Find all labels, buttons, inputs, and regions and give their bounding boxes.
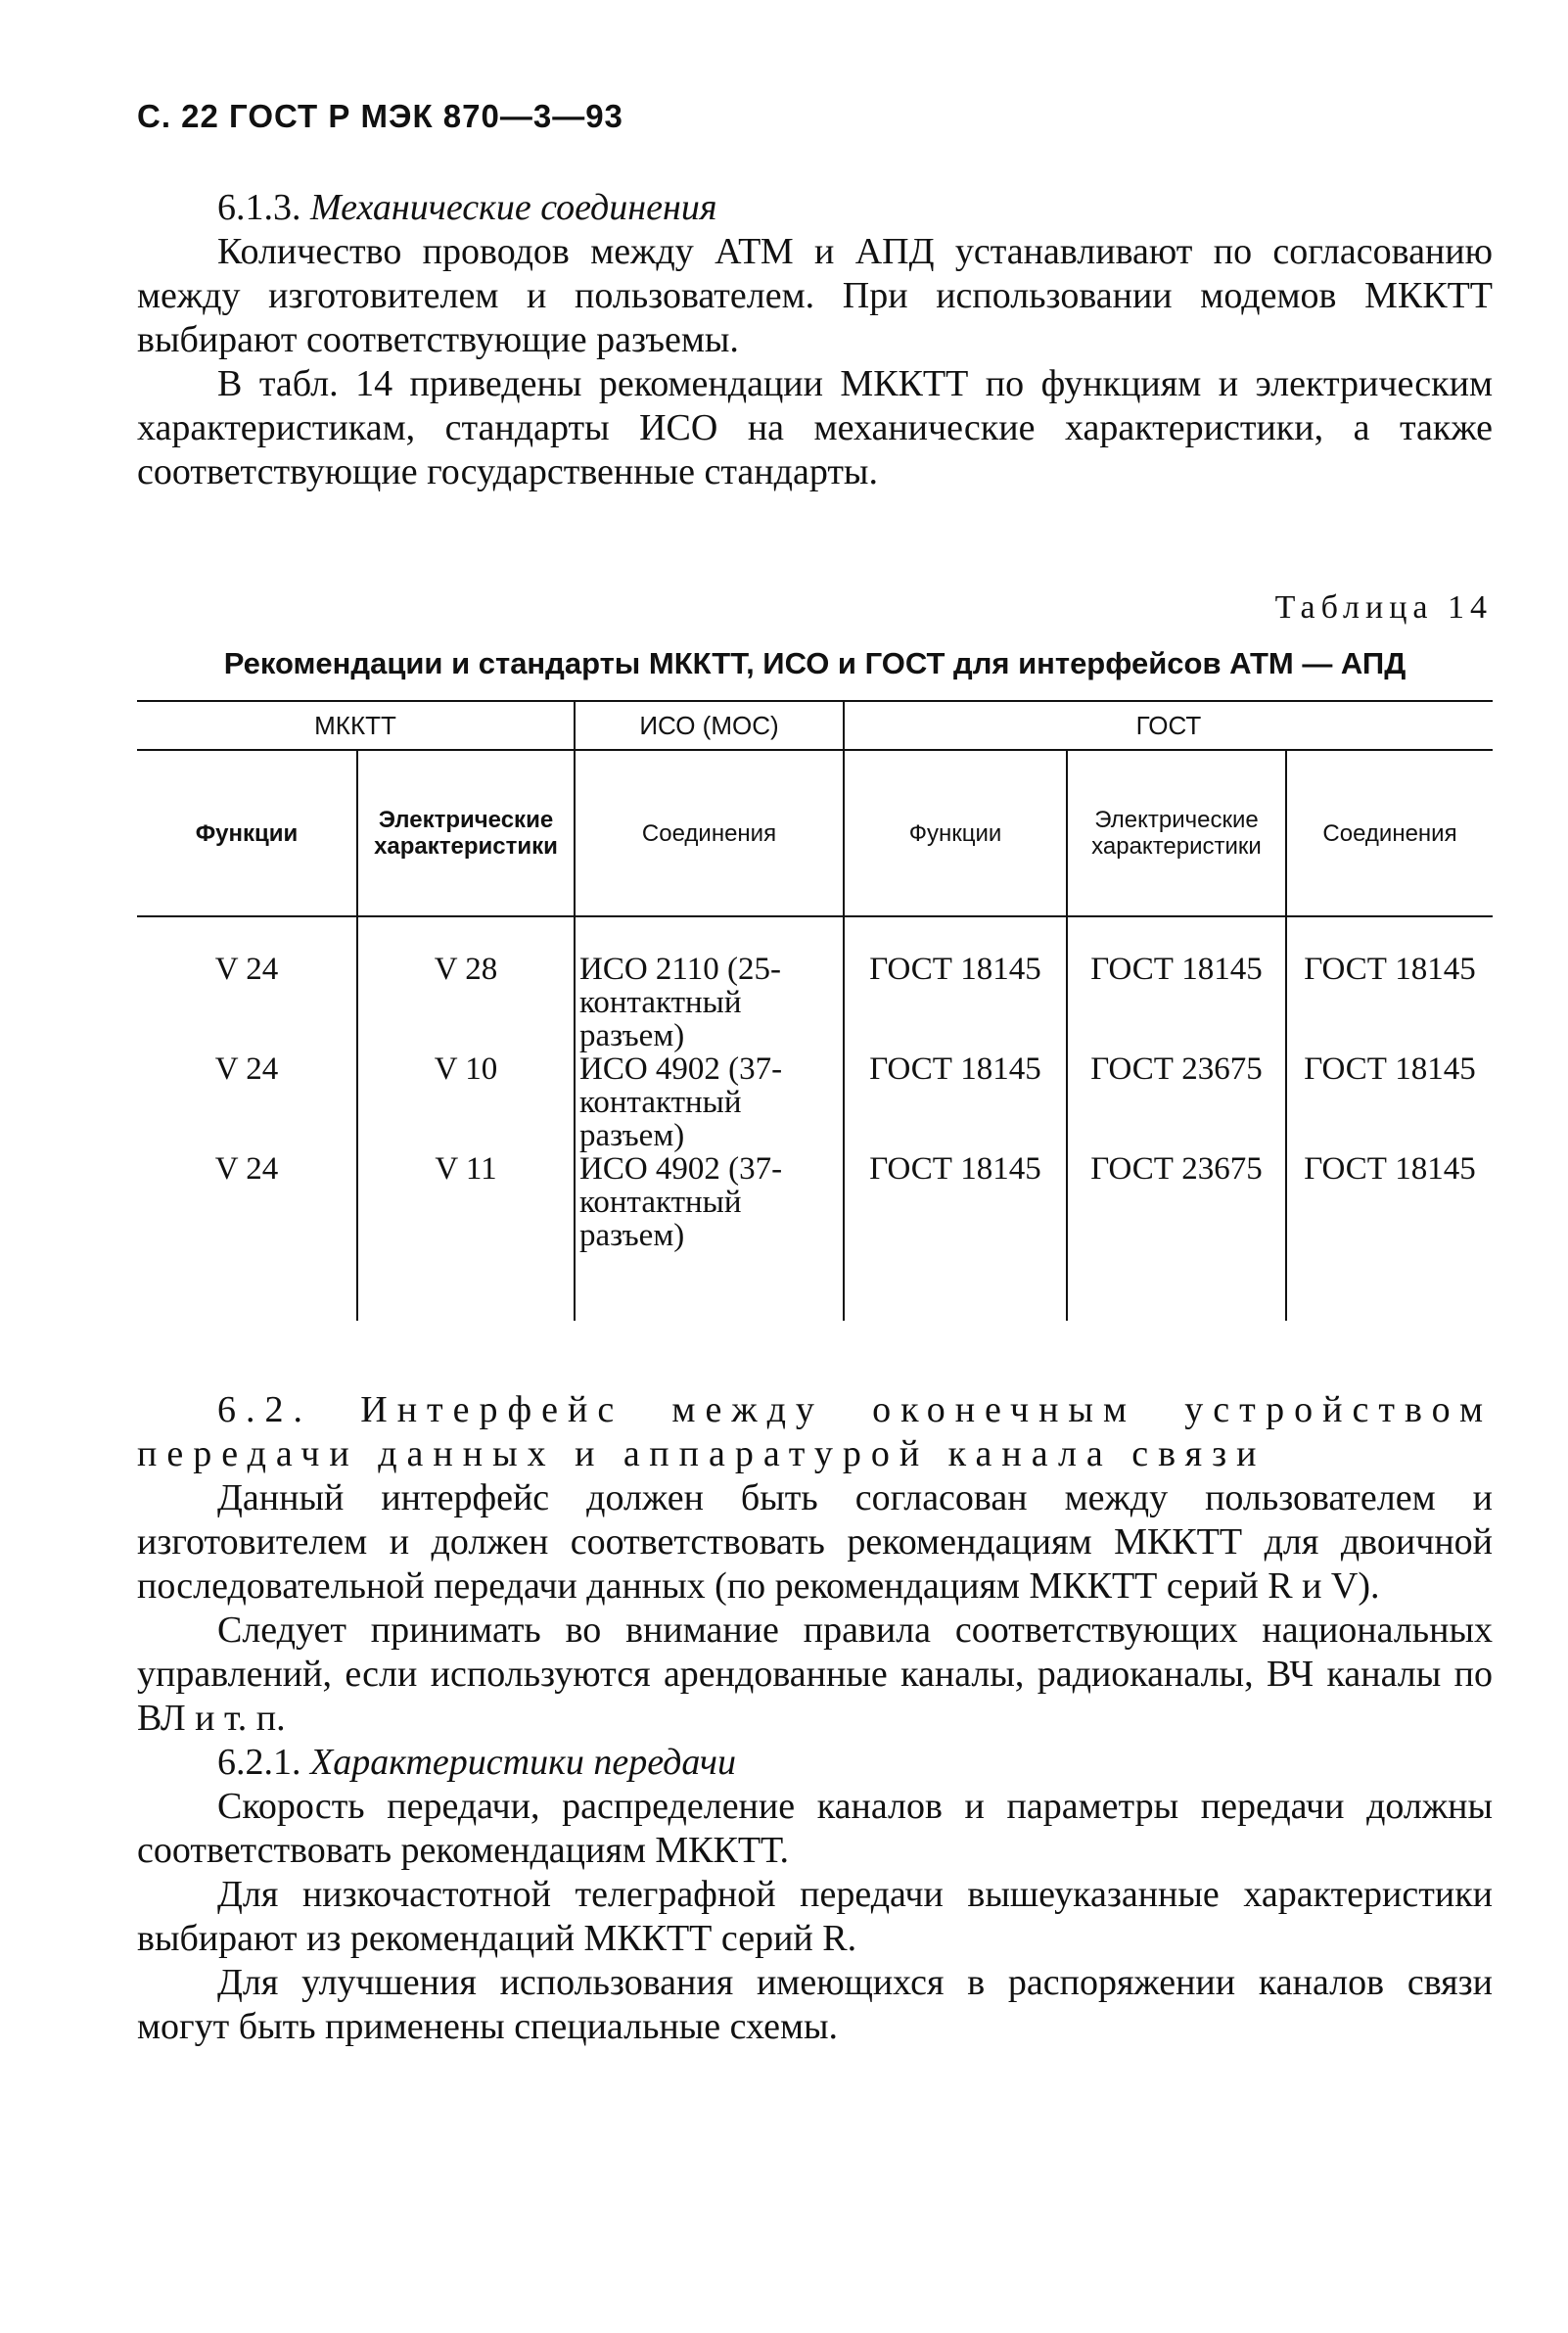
column-header-row — [137, 750, 1493, 916]
paragraph: Данный интерфейс должен быть согласован между пользователем и изготовителем и должен соответствовать рекомендациям МККТТ для двоичной последовательной передачи данных (по рекомендациям МККТТ серий R и V). — [137, 1477, 1493, 1607]
group-header-row — [137, 701, 1493, 750]
table-cell: ГОСТ 18145 — [844, 1152, 1067, 1321]
section-number: 6.2.1. — [217, 1742, 301, 1783]
table-number: Таблица 14 — [1274, 589, 1493, 626]
section-title: Механические соединения — [310, 187, 717, 228]
table-cell: ГОСТ 18145 — [1286, 1052, 1493, 1152]
table-cell: ГОСТ 18145 — [1286, 916, 1493, 1052]
paragraph: Для улучшения использования имеющихся в распоряжении каналов связи могут быть применены специальные схемы. — [137, 1962, 1493, 2047]
column-header: Электрические характеристики — [357, 750, 575, 916]
table-cell: ГОСТ 23675 — [1067, 1052, 1286, 1152]
paragraph: Скорость передачи, распределение каналов и параметры передачи должны соответствовать рекомендациям МККТТ. — [137, 1786, 1493, 1871]
table-cell: ИСО 4902 (37-контактный разъем) — [575, 1052, 844, 1152]
standards-table — [137, 700, 1493, 1321]
table-cell: V 11 — [357, 1152, 575, 1321]
paragraph: В табл. 14 приведены рекомендации МККТТ по функциям и электрическим характеристикам, стандарты ИСО на механические характеристики, а также соответствующие государственные стандарты. — [137, 363, 1493, 492]
section-heading: 6.2. Интерфейс между оконечным устройством передачи данных и аппаратурой канала связи — [137, 1389, 1493, 1474]
paragraph: Для низкочастотной телеграфной передачи вышеуказанные характеристики выбирают из рекомендаций МККТТ серий R. — [137, 1874, 1493, 1959]
table-cell: ГОСТ 18145 — [1286, 1152, 1493, 1321]
group-header: МККТТ — [137, 701, 575, 750]
section-6-1-3 — [137, 186, 1493, 494]
table-row — [137, 1152, 1493, 1321]
table-cell: V 24 — [214, 1051, 279, 1087]
table-cell: V 28 — [357, 916, 575, 1052]
table-cell: ГОСТ 18145 — [1067, 916, 1286, 1052]
table-cell: V 10 — [357, 1052, 575, 1152]
paragraph: Количество проводов между АТМ и АПД устанавливают по согласованию между изготовителем и пользователем. При использовании модемов МККТТ выбирают соответствующие разъемы. — [137, 231, 1493, 360]
table-caption: Рекомендации и стандарты МККТТ, ИСО и ГОСТ для интерфейсов АТМ — АПД — [223, 646, 1407, 680]
section-heading — [137, 1741, 1493, 1785]
table-cell: ИСО 2110 (25-контактный разъем) — [575, 916, 844, 1052]
table-cell: V 24 — [214, 1151, 279, 1187]
table-cell: V 24 — [214, 952, 279, 987]
table — [137, 700, 1493, 1321]
page-header: С. 22 ГОСТ Р МЭК 870—3—93 — [137, 98, 623, 134]
table-cell: ГОСТ 18145 — [844, 916, 1067, 1052]
column-header: Электрические характеристики — [1067, 750, 1286, 916]
column-header: Функции — [137, 750, 357, 916]
group-header: ИСО (МОС) — [575, 701, 844, 750]
column-header: Функции — [844, 750, 1067, 916]
table-row — [137, 916, 1493, 1052]
group-header: ГОСТ — [844, 701, 1493, 750]
section-title: Характеристики передачи — [310, 1742, 737, 1783]
column-header: Соединения — [575, 750, 844, 916]
section-number: 6.1.3. — [217, 187, 301, 228]
section-heading — [137, 186, 1493, 230]
table-cell: ГОСТ 18145 — [844, 1052, 1067, 1152]
column-header: Соединения — [1286, 750, 1493, 916]
table-cell: ИСО 4902 (37-контактный разъем) — [575, 1152, 844, 1321]
table-row — [137, 1052, 1493, 1152]
paragraph: Следует принимать во внимание правила соответствующих национальных управлений, если используются арендованные каналы, радиоканалы, ВЧ каналы по ВЛ и т. п. — [137, 1610, 1493, 1739]
section-6-2 — [137, 1388, 1493, 2049]
table-cell: ГОСТ 23675 — [1067, 1152, 1286, 1321]
